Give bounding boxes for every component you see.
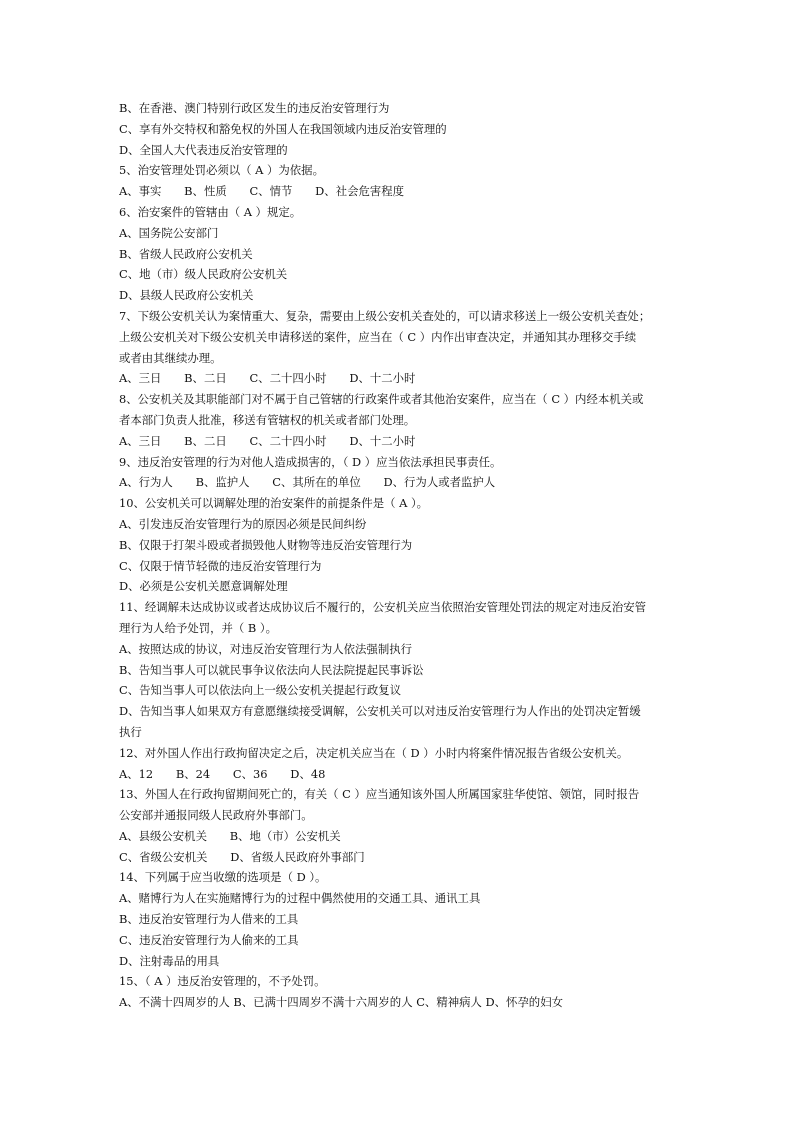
text-line: B、在香港、澳门特别行政区发生的违反治安管理行为	[119, 101, 390, 115]
text-line: D、告知当事人如果双方有意愿继续接受调解，公安机关可以对违反治安管理行为人作出的处罚决定暂缓	[119, 704, 641, 719]
text-line: B、仅限于打架斗殴或者损毁他人财物等违反治安管理行为	[119, 537, 413, 552]
text-line: C、违反治安管理行为人偷来的工具	[119, 932, 299, 947]
question-line: 15、（ A ）违反治安管理的，不予处罚。	[119, 974, 326, 989]
question-line: 12、对外国人作出行政拘留决定之后，决定机关应当在（ D ）小时内将案件情况报告省级公安机关。	[119, 745, 629, 760]
question-line: 14、下列属于应当收缴的选项是（ D ）。	[119, 870, 327, 885]
question-line: 6、治安案件的管辖由（ A ）规定。	[119, 204, 302, 219]
text-line: 或者由其继续办理。	[119, 350, 222, 365]
text-line: C、地（市）级人民政府公安机关	[119, 267, 288, 282]
question-line: 7、下级公安机关认为案情重大、复杂，需要由上级公安机关查处的，可以请求移送上一级公安机关查处；	[119, 308, 651, 323]
text-line: D、县级人民政府公安机关	[119, 288, 254, 303]
options-line: A、三日 B、二日 C、二十四小时 D、十二小时	[119, 433, 416, 448]
text-line: C、享有外交特权和豁免权的外国人在我国领域内违反治安管理的	[119, 121, 447, 136]
options-line: A、县级公安机关 B、地（市）公安机关	[119, 828, 341, 843]
text-line: 理行为人给予处罚，并（ B ）。	[119, 620, 277, 635]
question-line: 13、外国人在行政拘留期间死亡的，有关（ C ）应当通知该外国人所属国家驻华使馆、领馆，同时报告	[119, 787, 640, 802]
text-line: A、国务院公安部门	[119, 225, 219, 240]
question-line: 8、公安机关及其职能部门对不属于自己管辖的行政案件或者其他治安案件，应当在（ C ）内经本机关或	[119, 392, 644, 407]
question-line: 11、经调解未达成协议或者达成协议后不履行的，公安机关应当依照治安管理处罚法的规定对违反治安管	[119, 600, 647, 615]
text-line: D、注射毒品的用具	[119, 953, 220, 968]
question-line: 9、违反治安管理的行为对他人造成损害的，（ D ）应当依法承担民事责任。	[119, 454, 502, 469]
text-line: C、告知当事人可以依法向上一级公安机关提起行政复议	[119, 683, 402, 698]
text-line: 执行	[119, 724, 142, 739]
text-line: C、仅限于情节轻微的违反治安管理行为	[119, 558, 322, 573]
text-line: D、全国人大代表违反治安管理的	[119, 142, 288, 157]
text-line: A、赌博行为人在实施赌博行为的过程中偶然使用的交通工具、通讯工具	[119, 891, 481, 906]
text-line: 者本部门负责人批准，移送有管辖权的机关或者部门处理。	[119, 412, 416, 427]
question-line: 10、公安机关可以调解处理的治安案件的前提条件是（ A ）。	[119, 496, 429, 511]
question-line: 5、治安管理处罚必须以（ A ）为依据。	[119, 163, 324, 178]
options-line: A、事实 B、性质 C、情节 D、社会危害程度	[119, 184, 405, 199]
text-line: 公安部并通报同级人民政府外事部门。	[119, 808, 313, 823]
text-line: D、必须是公安机关愿意调解处理	[119, 579, 288, 594]
document-page	[119, 98, 679, 1013]
options-line: A、三日 B、二日 C、二十四小时 D、十二小时	[119, 371, 416, 386]
text-line: 上级公安机关对下级公安机关申请移送的案件，应当在（ C ）内作出审查决定，并通知其办理移交手续	[119, 329, 637, 344]
options-line: A、12 B、24 C、36 D、48	[119, 766, 326, 781]
options-line: A、行为人 B、监护人 C、其所在的单位 D、行为人或者监护人	[119, 475, 496, 490]
text-line: A、按照达成的协议，对违反治安管理行为人依法强制执行	[119, 641, 412, 656]
options-line: C、省级公安机关 D、省级人民政府外事部门	[119, 849, 365, 864]
text-line: B、省级人民政府公安机关	[119, 246, 253, 261]
text-line: B、告知当事人可以就民事争议依法向人民法院提起民事诉讼	[119, 662, 424, 677]
text-line: B、违反治安管理行为人借来的工具	[119, 912, 299, 927]
text-line: A、引发违反治安管理行为的原因必须是民间纠纷	[119, 516, 367, 531]
options-line: A、不满十四周岁的人 B、已满十四周岁不满十六周岁的人 C、精神病人 D、怀孕的妇女	[119, 995, 563, 1010]
